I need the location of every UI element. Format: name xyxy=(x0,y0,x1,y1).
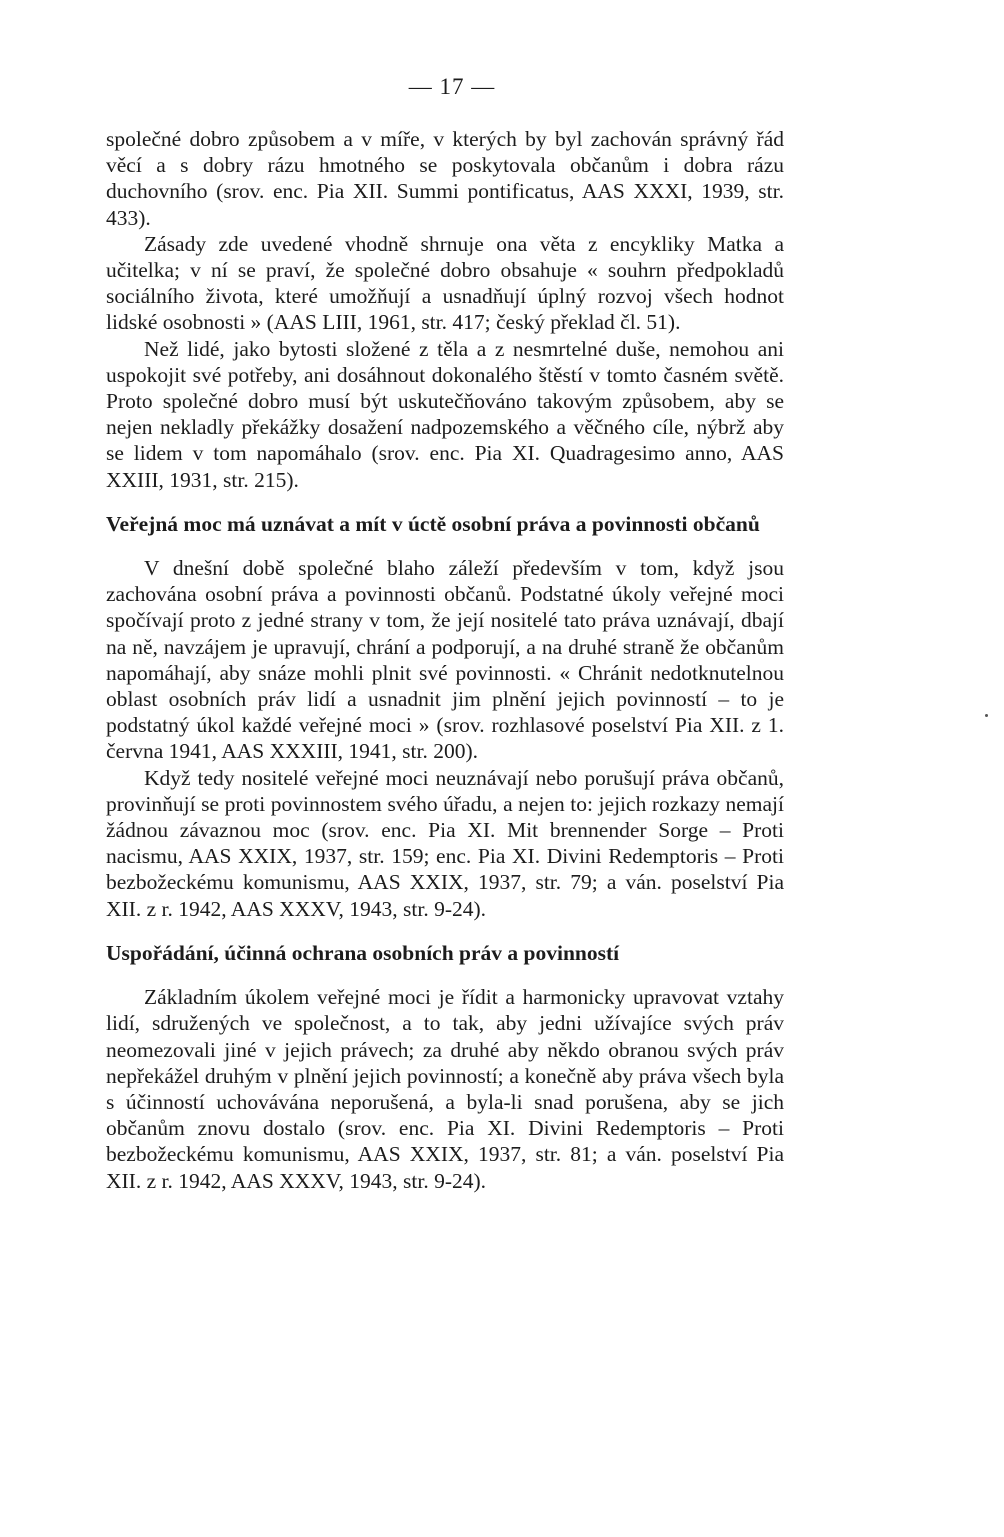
paragraph-personal-rights: V dnešní době společné blaho záleží především v tom, když jsou zachována osobní práva a povinnosti občanů. Podstatné úkoly veřejné moci spočívají proto z jedné strany v tom, že její nositelé tato práva uznávají, dbají na ně, navzájem je upravují, chrání a podporují, a na druhé straně že občanům napomáhají, aby snáze mohli plnit své povinnosti. « Chránit nedotknutelnou oblast osobních práv lidí a usnadnit jim plnění jejich povinností – to je podstatný úkol každé veřejné moci » (srov. rozhlasové poselství Pia XII. z 1. června 1941, AAS XXXIII, 1941, str. 200). xyxy=(106,556,784,764)
paragraph-common-good-continuation: společné dobro způsobem a v míře, v kterých by byl zachován správný řád věcí a s dobry rázu hmotného se poskytovala občanům i dobra rázu duchovního (srov. enc. Pia XII. Summi pontificatus, AAS XXXI, 1939, str. 433). xyxy=(106,127,784,230)
paragraph-violation-of-rights: Když tedy nositelé veřejné moci neuznávají nebo porušují práva občanů, provinňují se proti povinnostem svého úřadu, a nejen to: jejich rozkazy nemají žádnou závaznou moc (srov. enc. Pia XI. Mit brennender Sorge – Proti nacismu, AAS XXIX, 1937, str. 159; enc. Pia XI. Divini Redemptoris – Proti bezbožeckému komunismu, AAS XXIX, 1937, str. 79; a ván. poselství Pia XII. z r. 1942, AAS XXXV, 1943, str. 9-24). xyxy=(106,765,784,921)
paragraph-basic-task-of-authority: Základním úkolem veřejné moci je řídit a harmonicky upravovat vztahy lidí, sdružených ve společnost, a to tak, aby jedni užívajíce svých práv neomezovali jiné v jejich právech; za druhé aby někdo obranou svých práv nepřekážel druhým v plnění jejich povinností; a konečně aby práva všech byla s účinností uchovávána neporušená, a byla-li snad porušena, aby se jich občanům znovu dostalo (srov. enc. Pia XI. Divini Redemptoris – Proti bezbožeckému komunismu, AAS XXIX, 1937, str. 81; a ván. poselství Pia XII. z r. 1942, AAS XXXV, 1943, str. 9-24). xyxy=(106,985,784,1193)
section-heading-protection-of-rights: Uspořádání, účinná ochrana osobních práv a povinností xyxy=(106,940,620,965)
paragraph-body-and-soul: Než lidé, jako bytosti složené z těla a z nesmrtelné duše, nemohou ani uspokojit své potřeby, ani dosáhnout dokonalého štěstí v tomto časném světě. Proto společné dobro musí být uskutečňováno takovým způsobem, aby se nejen nekladly překážky dosažení nadpozemského a věčného cíle, nýbrž aby se lidem v tom napomáhalo (srov. enc. Pia XI. Quadragesimo anno, AAS XXIII, 1931, str. 215). xyxy=(106,336,784,492)
scan-speck xyxy=(985,714,988,717)
section-heading-rights-respect: Veřejná moc má uznávat a mít v úctě osobní práva a povinnosti občanů xyxy=(106,511,760,536)
page-number: — 17 — xyxy=(408,74,496,99)
text-column xyxy=(106,126,784,1194)
paragraph-mater-et-magistra: Zásady zde uvedené vhodně shrnuje ona věta z encykliky Matka a učitelka; v ní se praví, že společné dobro obsahuje « souhrn předpokladů sociálního života, které umožňují a usnadňují úplný rozvoj všech hodnot lidské osobnosti » (AAS LIII, 1961, str. 417; český překlad čl. 51). xyxy=(106,231,784,335)
